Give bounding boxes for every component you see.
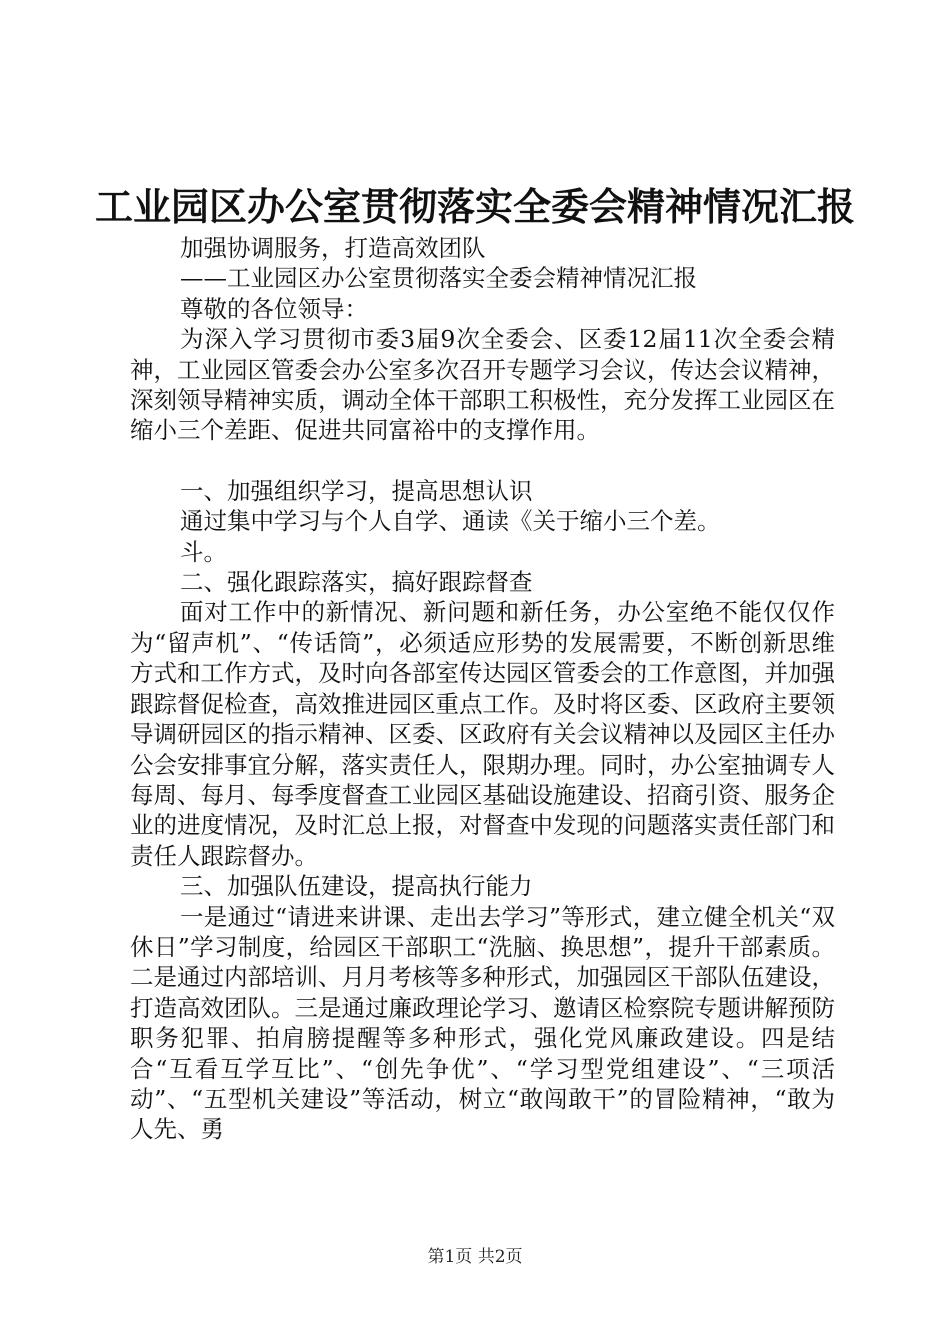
section-heading-2: 二、强化跟踪落实，搞好跟踪督查 [180, 568, 533, 597]
section-3-paragraph: 一是通过“请进来讲课、走出去学习”等形式，建立健全机关“双休日”学习制度，给园区干部职工“洗脑、换思想”，提升干部素质。二是通过内部培训、月月考核等多种形式，加强园区干部队伍建设，打造高效团队。三是通过廉政理论学习、邀请区检察院专题讲解预防职务犯罪、拍肩膀提醒等多种形式，强化党风廉政建设。四是结合“互看互学互比”、“创先争优”、“学习型党组建设”、“三项活动”、“五型机关建设”等活动，树立“敢闯敢干”的冒险精神，“敢为人先、勇 [130, 902, 835, 1144]
section-1-fragment: 斗。 [180, 537, 227, 566]
section-heading-1: 一、加强组织学习，提高思想认识 [180, 476, 533, 505]
page-footer: 第1页 共2页 [427, 1247, 523, 1267]
salutation: 尊敬的各位领导： [180, 294, 368, 323]
document-title: 工业园区办公室贯彻落实全委会精神情况汇报 [94, 185, 855, 229]
document-body [130, 233, 835, 1145]
section-heading-3: 三、加强队伍建设，提高执行能力 [180, 872, 533, 901]
subtitle: 加强协调服务，打造高效团队 [180, 234, 486, 262]
intro-paragraph: 为深入学习贯彻市委3届9次全委会、区委12届11次全委会精神，工业园区管委会办公室多次召开专题学习会议，传达会议精神，深刻领导精神实质，调动全体干部职工积极性，充分发挥工业园区在缩小三个差距、促进共同富裕中的支撑作用。 [130, 325, 835, 445]
section-2-paragraph: 面对工作中的新情况、新问题和新任务，办公室绝不能仅仅作为“留声机”、“传话筒”，必须适应形势的发展需要，不断创新思维方式和工作方式，及时向各部室传达园区管委会的工作意图，并加强跟踪督促检查，高效推进园区重点工作。及时将区委、区政府主要领导调研园区的指示精神、区委、区政府有关会议精神以及园区主任办公会安排事宜分解，落实责任人，限期办理。同时，办公室抽调专人每周、每月、每季度督查工业园区基础设施建设、招商引资、服务企业的进度情况，及时汇总上报，对督查中发现的问题落实责任部门和责任人跟踪督办。 [130, 598, 835, 870]
subtitle-line: ——工业园区办公室贯彻落实全委会精神情况汇报 [180, 264, 697, 293]
section-1-paragraph: 通过集中学习与个人自学、通读《关于缩小三个差。 [180, 507, 721, 536]
